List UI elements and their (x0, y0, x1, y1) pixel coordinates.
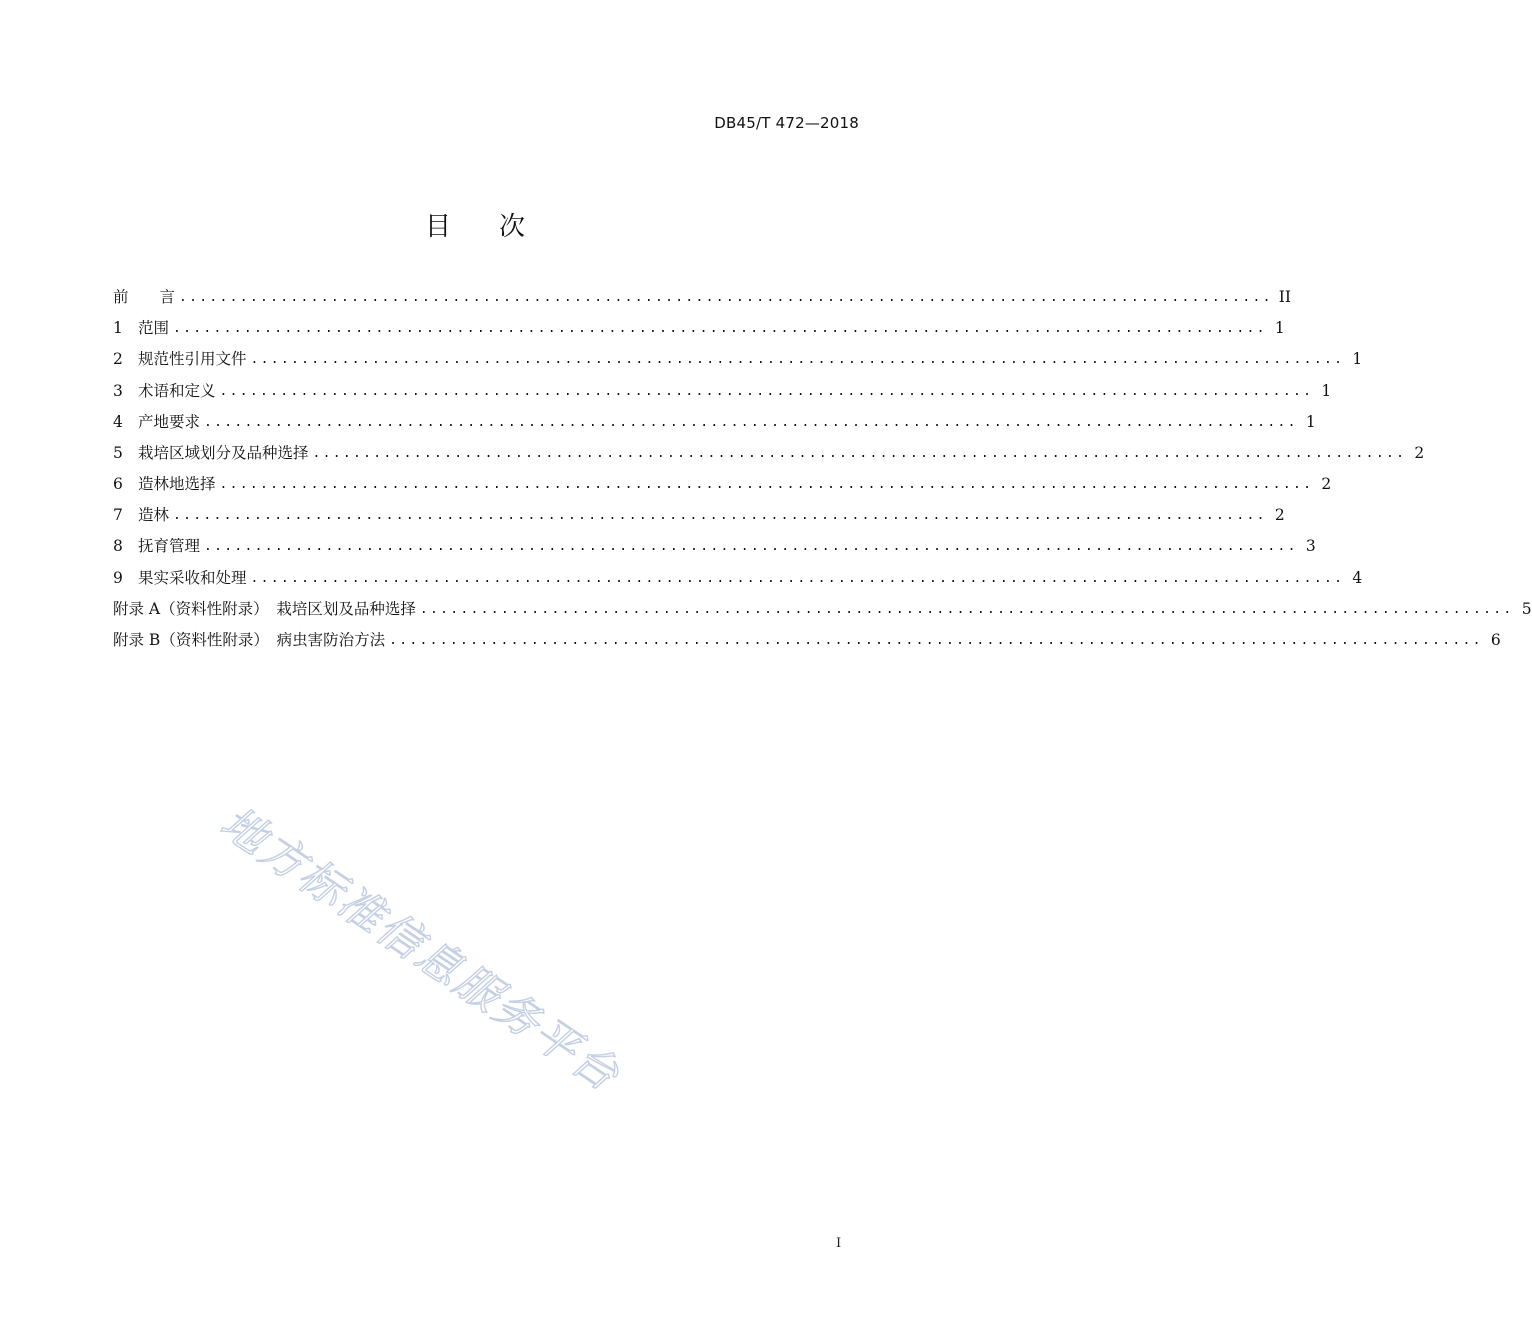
toc-entry-label: 附录 B（资料性附录） 病虫害防治方法 (113, 631, 386, 650)
toc-entry-page: 6 (1490, 631, 1501, 650)
toc-entry-page: 1 (1274, 319, 1285, 338)
toc-entry-appendix-b[interactable] (113, 625, 1501, 656)
toc-leader-dots: ............................................................................................................ (419, 601, 1514, 617)
toc-entry-afforestation[interactable] (113, 500, 1285, 531)
toc-entry-number: 3 (113, 381, 123, 400)
page-number: I (836, 1236, 842, 1251)
toc-entry-page: 1 (1305, 412, 1316, 431)
toc-entry-appendix-a[interactable] (113, 594, 1532, 625)
toc-entry-number: 7 (113, 506, 123, 525)
toc-entry-number: 1 (113, 319, 123, 338)
toc-entry-label: 造林 (138, 506, 170, 525)
toc-entry-page: 1 (1352, 350, 1363, 369)
toc-entry-label: 规范性引用文件 (138, 350, 247, 369)
toc-title (0, 206, 950, 243)
toc-leader-dots: ............................................................................................................ (173, 321, 1267, 337)
toc-entry-label: 产地要求 (138, 412, 201, 431)
toc-leader-dots: ............................................................................................................ (219, 477, 1314, 493)
toc-entry-normative-references[interactable] (113, 344, 1363, 375)
watermark-text: 地方标准信息服务平台 (211, 797, 630, 1103)
toc-title-char-1: 目 (424, 212, 451, 242)
toc-leader-dots: ............................................................................................................ (389, 633, 1483, 649)
toc-entry-page: 2 (1321, 475, 1332, 494)
toc-leader-dots: ............................................................................................................ (312, 445, 1407, 461)
document-code: DB45/T 472—2018 (714, 114, 859, 132)
toc-title-char-2: 次 (499, 212, 526, 242)
toc-entry-label: 前 言 (113, 287, 176, 306)
toc-entry-origin-requirements[interactable] (113, 407, 1316, 438)
toc-entry-fruit-harvest[interactable] (113, 563, 1363, 594)
toc-entry-label: 抚育管理 (138, 537, 201, 556)
toc-entry-label: 栽培区域划分及品种选择 (138, 443, 309, 462)
toc-entry-page: 2 (1274, 506, 1285, 525)
toc-entry-number: 2 (113, 350, 123, 369)
toc-leader-dots: ............................................................................................................ (179, 289, 1273, 305)
toc-entry-page: 1 (1321, 381, 1332, 400)
toc-leader-dots: ............................................................................................................ (204, 539, 1298, 555)
toc-leader-dots: ............................................................................................................ (250, 352, 1345, 368)
toc-entry-tending-management[interactable] (113, 532, 1316, 563)
toc-entry-page: 5 (1521, 599, 1532, 618)
table-of-contents (113, 282, 1532, 656)
toc-leader-dots: ............................................................................................................ (219, 383, 1314, 399)
toc-entry-number: 5 (113, 443, 123, 462)
toc-entry-label: 范围 (138, 319, 170, 338)
toc-entry-site-selection[interactable] (113, 469, 1332, 500)
toc-entry-page: 3 (1305, 537, 1316, 556)
toc-entry-cultivation-zoning[interactable] (113, 438, 1425, 469)
toc-entry-label: 术语和定义 (138, 381, 216, 400)
toc-entry-foreword[interactable] (113, 282, 1291, 313)
toc-entry-page: 2 (1414, 443, 1425, 462)
toc-leader-dots: ............................................................................................................ (173, 508, 1267, 524)
toc-entry-label: 果实采收和处理 (138, 568, 247, 587)
toc-leader-dots: ............................................................................................................ (204, 414, 1298, 430)
toc-entry-number: 4 (113, 412, 123, 431)
toc-entry-label: 造林地选择 (138, 475, 216, 494)
toc-entry-scope[interactable] (113, 313, 1285, 344)
toc-entry-number: 9 (113, 568, 123, 587)
toc-entry-number: 6 (113, 475, 123, 494)
toc-entry-terms-definitions[interactable] (113, 376, 1332, 407)
toc-entry-page: 4 (1352, 568, 1363, 587)
toc-entry-page: II (1278, 287, 1291, 306)
toc-entry-number: 8 (113, 537, 123, 556)
toc-entry-label: 附录 A（资料性附录） 栽培区划及品种选择 (113, 599, 416, 618)
toc-leader-dots: ............................................................................................................ (250, 570, 1345, 586)
